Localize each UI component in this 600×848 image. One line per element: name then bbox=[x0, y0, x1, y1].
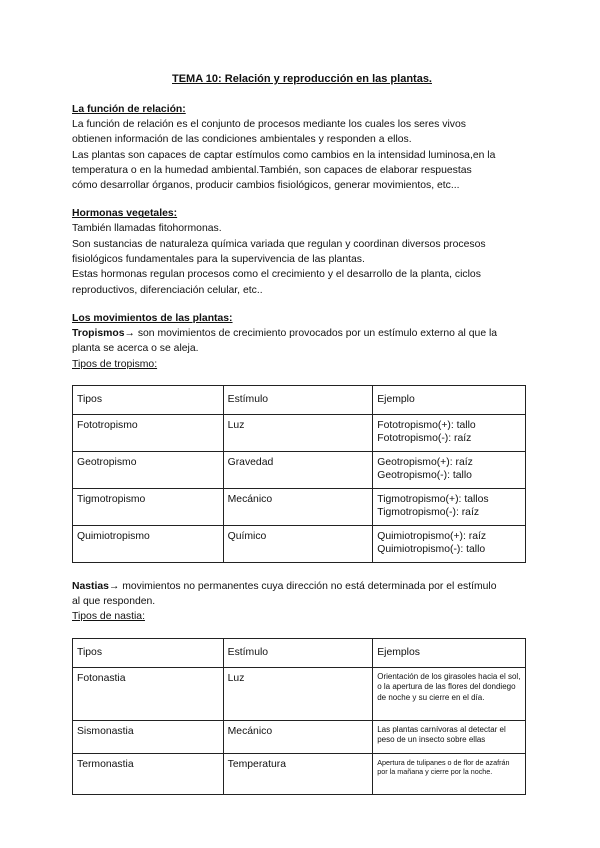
cell-ejemplo: Apertura de tulipanes o de flor de azafrán por la mañana y cierre por la noche. bbox=[373, 753, 526, 794]
header-ejemplos: Ejemplos bbox=[373, 638, 526, 667]
nastias-definition: Nastias→ movimientos no permanentes cuya dirección no está determinada por el estímulo bbox=[72, 580, 497, 592]
cell-estimulo: Químico bbox=[223, 525, 373, 562]
paragraph-line: reproductivos, diferenciación celular, etc.. bbox=[72, 284, 263, 296]
tropismo-types-label: Tipos de tropismo: bbox=[72, 358, 158, 370]
table-row bbox=[73, 414, 526, 451]
paragraph-line: cómo desarrollar órganos, producir cambios fisiológicos, generar movimientos, etc... bbox=[72, 180, 460, 192]
paragraph-line: fisiológicos fundamentales para la supervivencia de las plantas. bbox=[72, 254, 365, 266]
table-row bbox=[73, 451, 526, 488]
cell-estimulo: Mecánico bbox=[223, 720, 373, 753]
document-content bbox=[72, 72, 532, 795]
cell-estimulo: Luz bbox=[223, 667, 373, 720]
cell-estimulo: Mecánico bbox=[223, 488, 373, 525]
table-row bbox=[73, 720, 526, 753]
cell-ejemplo: Fototropismo(+): tallo Fototropismo(-): raíz bbox=[373, 414, 526, 451]
cell-estimulo: Gravedad bbox=[223, 451, 373, 488]
nastias-table bbox=[72, 638, 526, 795]
table-row bbox=[73, 667, 526, 720]
paragraph-line: La función de relación es el conjunto de procesos mediante los cuales los seres vivos bbox=[72, 119, 466, 130]
cell-ejemplo: Tigmotropismo(+): tallos Tigmotropismo(-): raíz bbox=[373, 488, 526, 525]
paragraph-line: Las plantas son capaces de captar estímulos como cambios en la intensidad luminosa,en la bbox=[72, 149, 496, 161]
cell-tipo: Fotonastia bbox=[73, 667, 224, 720]
table-header-row bbox=[73, 638, 526, 667]
table-row bbox=[73, 525, 526, 562]
header-estimulo: Estímulo bbox=[223, 385, 373, 414]
tropismos-term: Tropismos bbox=[72, 327, 125, 339]
paragraph-line: temperatura o en la humedad ambiental.También, son capaces de elaborar respuestas bbox=[72, 164, 472, 176]
paragraph-line: obtienen información de las condiciones ambientales y responden a ellos. bbox=[72, 134, 412, 146]
paragraph-line: Estas hormonas regulan procesos como el crecimiento y el desarrollo de la planta, ciclos bbox=[72, 269, 481, 281]
cell-estimulo: Temperatura bbox=[223, 753, 373, 794]
cell-estimulo: Luz bbox=[223, 414, 373, 451]
paragraph-line: Son sustancias de naturaleza química variada que regulan y coordinan diversos procesos bbox=[72, 238, 486, 250]
cell-tipo: Geotropismo bbox=[73, 451, 224, 488]
tropismos-definition: Tropismos→ son movimientos de crecimiento provocados por un estímulo externo al que la bbox=[72, 327, 498, 339]
header-ejemplo: Ejemplo bbox=[373, 385, 526, 414]
cell-tipo: Termonastia bbox=[73, 753, 224, 794]
section-heading-movimientos: Los movimientos de las plantas: bbox=[72, 312, 233, 324]
cell-tipo: Fototropismo bbox=[73, 414, 224, 451]
header-tipos: Tipos bbox=[73, 638, 224, 667]
paragraph-line: al que responden. bbox=[72, 596, 156, 608]
page-title: TEMA 10: Relación y reproducción en las plantas. bbox=[172, 73, 432, 85]
section-heading-hormonas: Hormonas vegetales: bbox=[72, 208, 178, 220]
cell-ejemplo: Orientación de los girasoles hacia el sol, o la apertura de las flores del dondiego de noche y su cierre en el día. bbox=[373, 667, 526, 720]
cell-ejemplo: Quimiotropismo(+): raíz Quimiotropismo(-): tallo bbox=[373, 525, 526, 562]
header-estimulo: Estímulo bbox=[223, 638, 373, 667]
paragraph-line: También llamadas fitohormonas. bbox=[72, 223, 222, 235]
cell-ejemplo: Las plantas carnívoras al detectar el peso de un insecto sobre ellas bbox=[373, 720, 526, 753]
table-row bbox=[73, 488, 526, 525]
nastia-types-label: Tipos de nastia: bbox=[72, 611, 145, 623]
cell-tipo: Tigmotropismo bbox=[73, 488, 224, 525]
cell-tipo: Sismonastia bbox=[73, 720, 224, 753]
paragraph-line: planta se acerca o se aleja. bbox=[72, 343, 199, 355]
nastias-term: Nastias bbox=[72, 580, 109, 592]
header-tipos: Tipos bbox=[73, 385, 224, 414]
cell-tipo: Quimiotropismo bbox=[73, 525, 224, 562]
cell-ejemplo: Geotropismo(+): raíz Geotropismo(-): tallo bbox=[373, 451, 526, 488]
section-heading-relacion: La función de relación: bbox=[72, 104, 186, 115]
table-row bbox=[73, 753, 526, 794]
tropismos-table bbox=[72, 385, 526, 563]
table-header-row bbox=[73, 385, 526, 414]
